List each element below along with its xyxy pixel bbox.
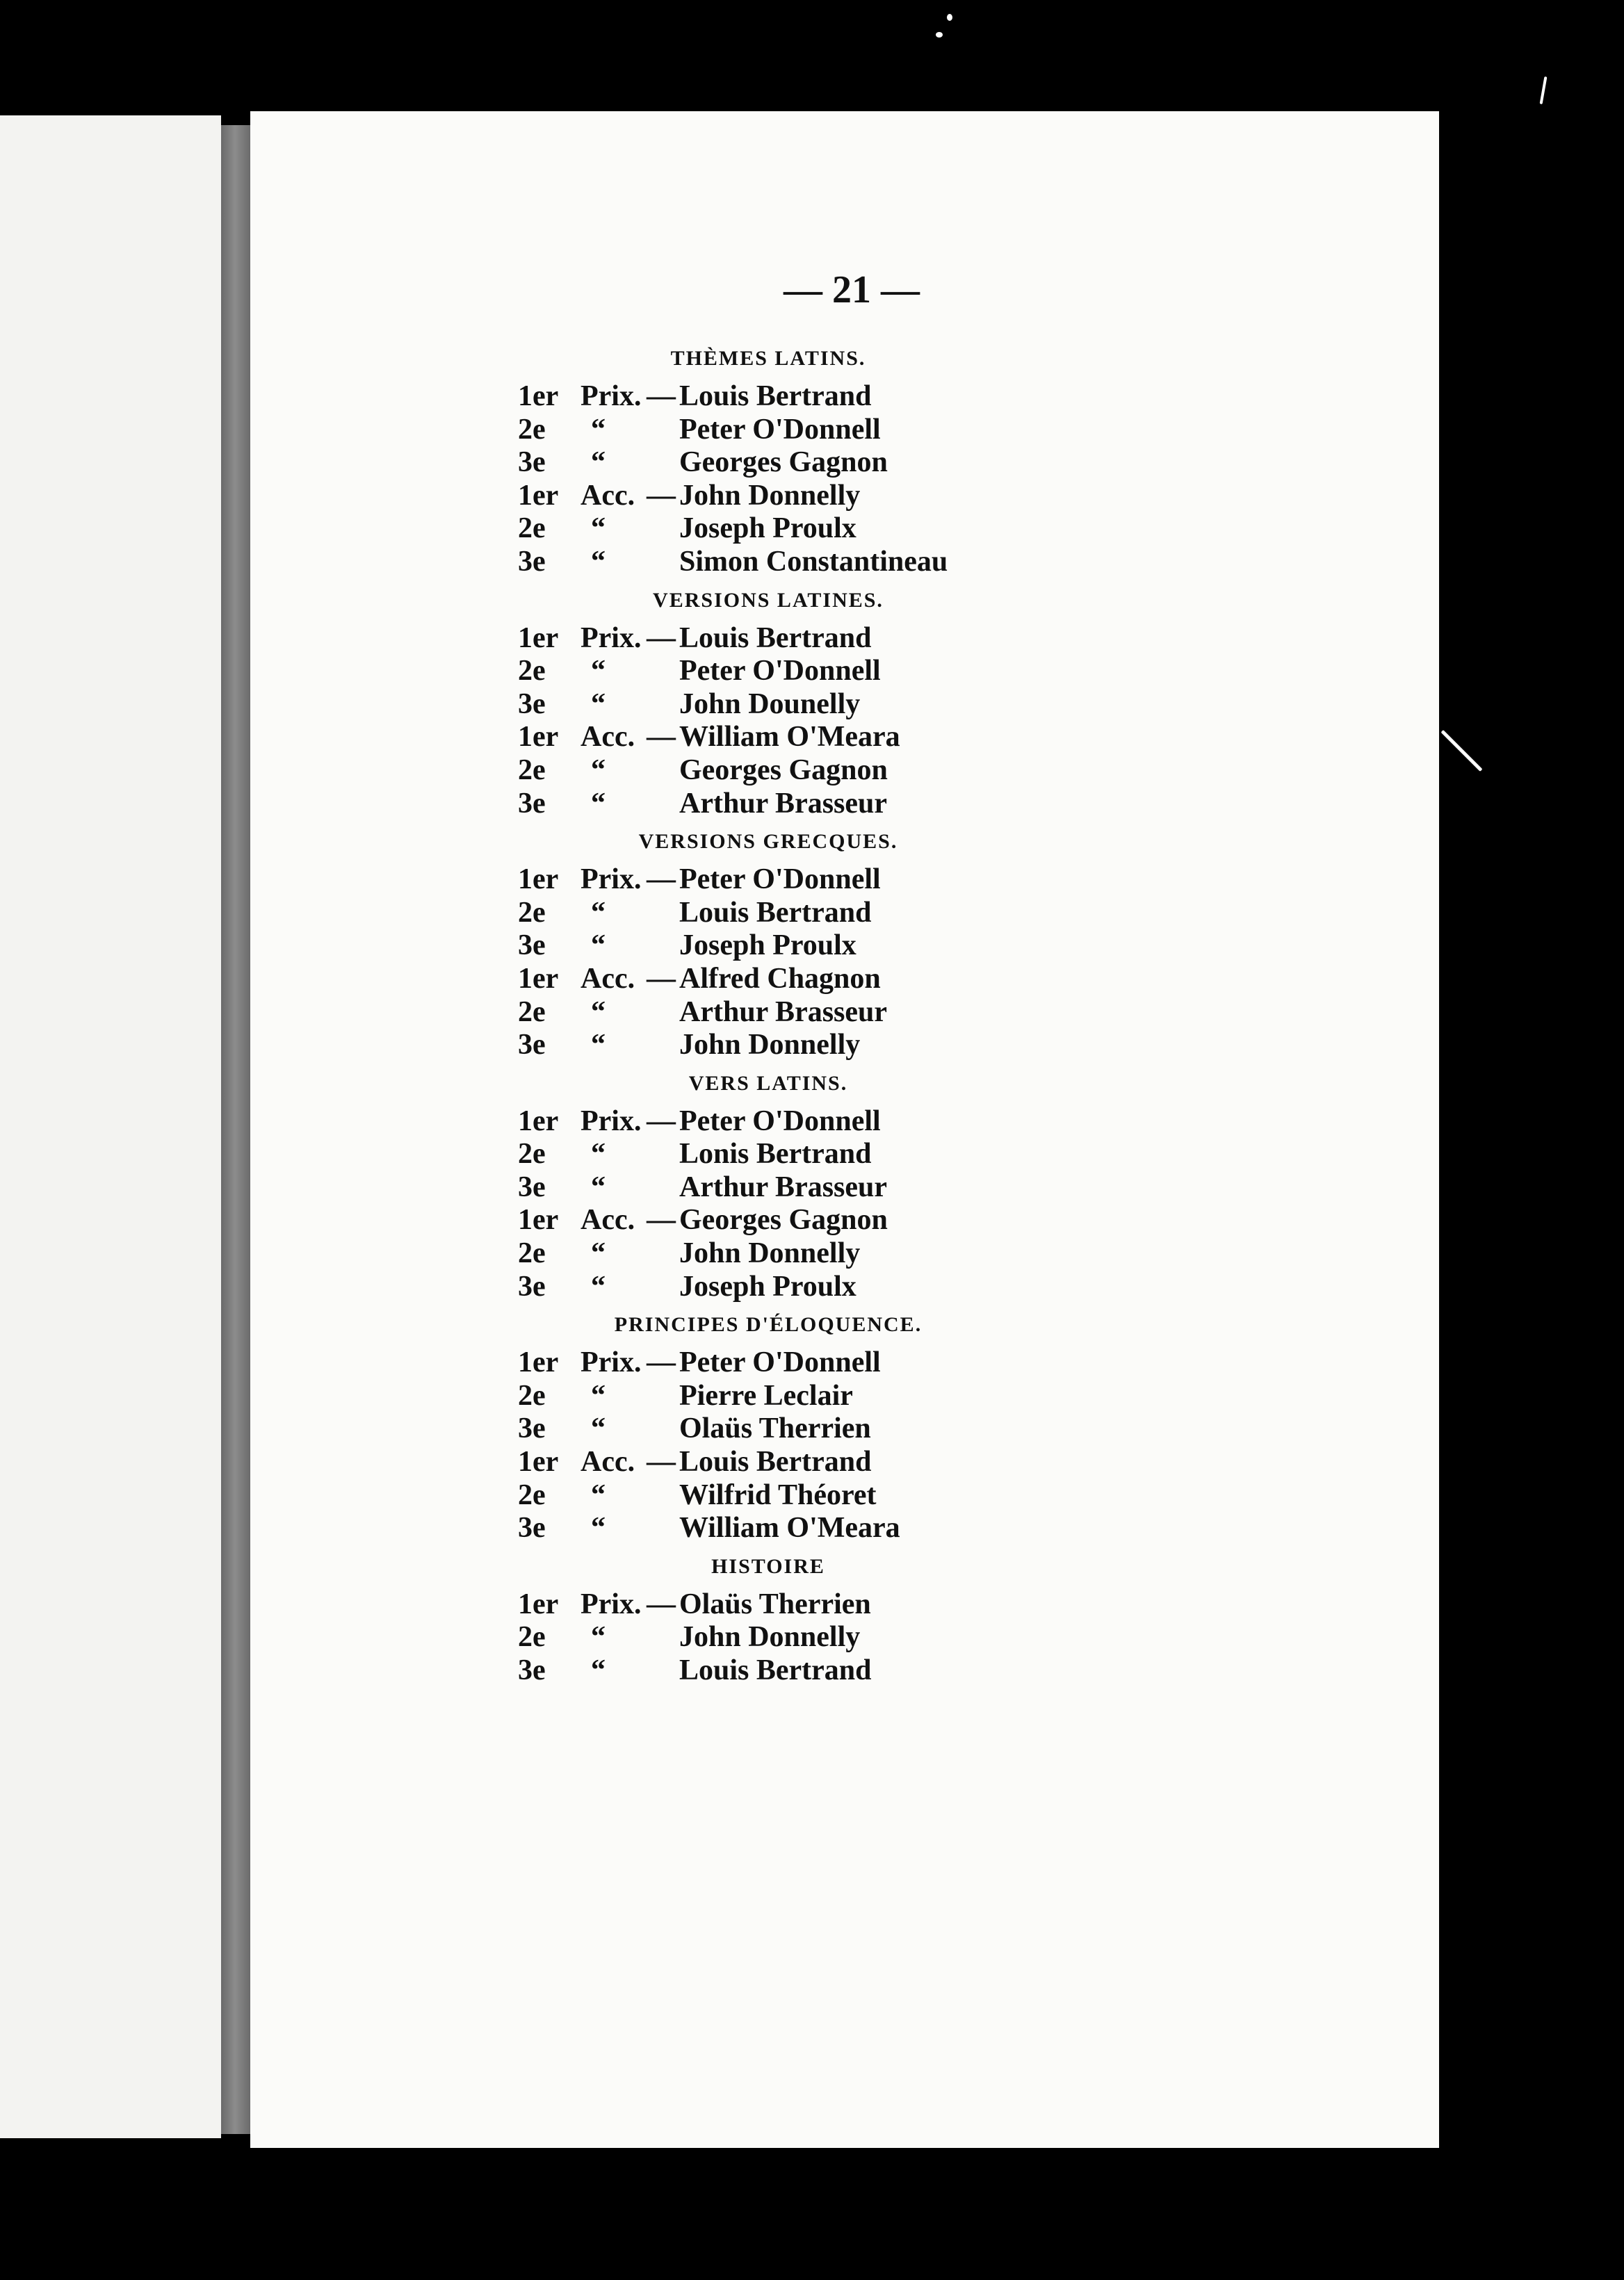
prize-row xyxy=(518,897,1213,930)
dash-separator: — xyxy=(647,962,676,995)
prize-row xyxy=(518,1171,1213,1205)
student-name: William O'Meara xyxy=(679,1512,900,1545)
student-name: John Donnelly xyxy=(679,1237,861,1270)
student-name: Lonis Bertrand xyxy=(679,1138,872,1171)
prize-rank: 2e xyxy=(518,896,546,929)
prize-row xyxy=(518,1588,1213,1622)
prize-row xyxy=(518,546,1213,579)
prize-type: Prix. xyxy=(580,863,642,896)
student-name: John Donnelly xyxy=(679,1029,861,1061)
student-name: William O'Meara xyxy=(679,721,900,754)
prize-type: Prix. xyxy=(580,1346,642,1379)
prize-rank: 2e xyxy=(518,1138,546,1171)
student-name: Joseph Proulx xyxy=(679,512,856,545)
prize-row xyxy=(518,1479,1213,1513)
ditto-mark: “ xyxy=(591,1270,606,1303)
ditto-mark: “ xyxy=(591,1138,606,1171)
student-name: John Donnelly xyxy=(679,1621,861,1654)
ditto-mark: “ xyxy=(591,1029,606,1061)
prize-rank: 2e xyxy=(518,512,546,545)
left-facing-page xyxy=(0,115,221,2138)
student-name: Arthur Brasseur xyxy=(679,787,888,820)
student-name: Peter O'Donnell xyxy=(679,1346,881,1379)
prize-type: Acc. xyxy=(580,721,635,754)
ditto-mark: “ xyxy=(591,1621,606,1654)
prize-row xyxy=(518,1105,1213,1139)
prize-rank: 2e xyxy=(518,1621,546,1654)
student-name: Louis Bertrand xyxy=(679,1654,872,1686)
prize-row xyxy=(518,1654,1213,1688)
prize-rank: 1er xyxy=(518,1346,559,1379)
prize-row xyxy=(518,963,1213,996)
prize-rank: 3e xyxy=(518,929,546,962)
prize-row xyxy=(518,1346,1213,1380)
student-name: John Dounelly xyxy=(679,687,861,720)
dash-separator: — xyxy=(647,721,676,754)
prize-rank: 1er xyxy=(518,962,559,995)
student-name: Simon Constantineau xyxy=(679,545,948,578)
prize-rank: 3e xyxy=(518,446,546,479)
student-name: Arthur Brasseur xyxy=(679,1171,888,1203)
ditto-mark: “ xyxy=(591,1512,606,1545)
scan-speck xyxy=(936,32,943,38)
prize-rank: 2e xyxy=(518,995,546,1028)
prize-list xyxy=(518,337,1213,1688)
prize-row xyxy=(518,1204,1213,1237)
prize-type: Prix. xyxy=(580,380,642,412)
student-name: Arthur Brasseur xyxy=(679,995,888,1028)
student-name: John Donnelly xyxy=(679,479,861,512)
dash-separator: — xyxy=(647,380,676,412)
prize-section xyxy=(518,1303,1213,1545)
prize-rank: 1er xyxy=(518,863,559,896)
prize-row xyxy=(518,754,1213,788)
prize-rank: 2e xyxy=(518,655,546,687)
prize-type: Prix. xyxy=(580,1105,642,1137)
student-name: Olaüs Therrien xyxy=(679,1588,871,1620)
prize-rank: 3e xyxy=(518,687,546,720)
student-name: Louis Bertrand xyxy=(679,380,872,412)
ditto-mark: “ xyxy=(591,1479,606,1511)
prize-rank: 2e xyxy=(518,754,546,786)
dash-separator: — xyxy=(647,1204,676,1237)
student-name: Olaüs Therrien xyxy=(679,1412,871,1445)
prize-rank: 1er xyxy=(518,1204,559,1237)
ditto-mark: “ xyxy=(591,1237,606,1270)
prize-row xyxy=(518,996,1213,1029)
prize-rank: 3e xyxy=(518,545,546,578)
prize-row xyxy=(518,721,1213,754)
ditto-mark: “ xyxy=(591,687,606,720)
prize-row xyxy=(518,622,1213,656)
prize-rank: 3e xyxy=(518,1270,546,1303)
prize-row xyxy=(518,1138,1213,1171)
ditto-mark: “ xyxy=(591,413,606,446)
prize-row xyxy=(518,1271,1213,1304)
student-name: Louis Bertrand xyxy=(679,621,872,654)
student-name: Peter O'Donnell xyxy=(679,655,881,687)
scan-speck xyxy=(947,14,952,21)
prize-rank: 1er xyxy=(518,1105,559,1137)
prize-rank: 3e xyxy=(518,1512,546,1545)
prize-rank: 3e xyxy=(518,787,546,820)
page-number: — 21 — xyxy=(783,268,920,311)
ditto-mark: “ xyxy=(591,929,606,962)
student-name: Georges Gagnon xyxy=(679,446,888,479)
prize-row xyxy=(518,1446,1213,1479)
prize-rank: 3e xyxy=(518,1412,546,1445)
prize-rank: 3e xyxy=(518,1654,546,1686)
scan-speck xyxy=(1440,730,1482,772)
prize-rank: 1er xyxy=(518,1588,559,1620)
student-name: Joseph Proulx xyxy=(679,1270,856,1303)
prize-row xyxy=(518,788,1213,821)
student-name: Georges Gagnon xyxy=(679,754,888,786)
prize-type: Prix. xyxy=(580,621,642,654)
prize-row xyxy=(518,446,1213,480)
student-name: Pierre Leclair xyxy=(679,1379,853,1412)
student-name: Alfred Chagnon xyxy=(679,962,881,995)
prize-row xyxy=(518,380,1213,414)
ditto-mark: “ xyxy=(591,1654,606,1686)
prize-row xyxy=(518,414,1213,447)
prize-rank: 1er xyxy=(518,380,559,412)
dash-separator: — xyxy=(647,479,676,512)
dash-separator: — xyxy=(647,1105,676,1137)
dash-separator: — xyxy=(647,621,676,654)
prize-row xyxy=(518,1380,1213,1413)
prize-section xyxy=(518,337,1213,579)
prize-rank: 1er xyxy=(518,621,559,654)
prize-section xyxy=(518,1545,1213,1688)
section-title: THÈMES LATINS. xyxy=(670,347,866,370)
ditto-mark: “ xyxy=(591,754,606,786)
prize-row xyxy=(518,512,1213,546)
student-name: Wilfrid Théoret xyxy=(679,1479,877,1511)
prize-row xyxy=(518,480,1213,513)
prize-rank: 3e xyxy=(518,1171,546,1203)
dash-separator: — xyxy=(647,863,676,896)
section-title: VERSIONS GRECQUES. xyxy=(638,830,898,854)
prize-rank: 2e xyxy=(518,1479,546,1511)
prize-section xyxy=(518,579,1213,821)
prize-section xyxy=(518,820,1213,1062)
prize-row xyxy=(518,655,1213,688)
ditto-mark: “ xyxy=(591,1379,606,1412)
book-page xyxy=(250,111,1439,2148)
section-title: HISTOIRE xyxy=(711,1554,825,1578)
prize-rank: 2e xyxy=(518,1379,546,1412)
student-name: Georges Gagnon xyxy=(679,1204,888,1237)
section-title: VERSIONS LATINES. xyxy=(653,588,884,612)
student-name: Louis Bertrand xyxy=(679,896,872,929)
section-title: VERS LATINS. xyxy=(688,1071,848,1095)
student-name: Peter O'Donnell xyxy=(679,1105,881,1137)
prize-row xyxy=(518,688,1213,722)
prize-rank: 1er xyxy=(518,721,559,754)
prize-row xyxy=(518,1412,1213,1446)
prize-row xyxy=(518,1237,1213,1271)
prize-type: Acc. xyxy=(580,1204,635,1237)
prize-row xyxy=(518,1512,1213,1545)
prize-type: Acc. xyxy=(580,1446,635,1479)
dash-separator: — xyxy=(647,1446,676,1479)
student-name: Peter O'Donnell xyxy=(679,413,881,446)
student-name: Peter O'Donnell xyxy=(679,863,881,896)
ditto-mark: “ xyxy=(591,1412,606,1445)
ditto-mark: “ xyxy=(591,1171,606,1203)
ditto-mark: “ xyxy=(591,545,606,578)
prize-type: Acc. xyxy=(580,479,635,512)
prize-row xyxy=(518,1621,1213,1654)
prize-rank: 1er xyxy=(518,479,559,512)
dash-separator: — xyxy=(647,1588,676,1620)
prize-rank: 2e xyxy=(518,413,546,446)
prize-row xyxy=(518,1029,1213,1062)
student-name: Louis Bertrand xyxy=(679,1446,872,1479)
student-name: Joseph Proulx xyxy=(679,929,856,962)
prize-type: Acc. xyxy=(580,962,635,995)
prize-section xyxy=(518,1062,1213,1304)
prize-rank: 3e xyxy=(518,1029,546,1061)
ditto-mark: “ xyxy=(591,896,606,929)
prize-type: Prix. xyxy=(580,1588,642,1620)
prize-rank: 1er xyxy=(518,1446,559,1479)
prize-row xyxy=(518,863,1213,897)
prize-row xyxy=(518,929,1213,963)
prize-rank: 2e xyxy=(518,1237,546,1270)
ditto-mark: “ xyxy=(591,655,606,687)
ditto-mark: “ xyxy=(591,446,606,479)
ditto-mark: “ xyxy=(591,512,606,545)
ditto-mark: “ xyxy=(591,787,606,820)
section-title: PRINCIPES D'ÉLOQUENCE. xyxy=(614,1313,923,1337)
dash-separator: — xyxy=(647,1346,676,1379)
scan-speck xyxy=(1540,76,1548,104)
ditto-mark: “ xyxy=(591,995,606,1028)
